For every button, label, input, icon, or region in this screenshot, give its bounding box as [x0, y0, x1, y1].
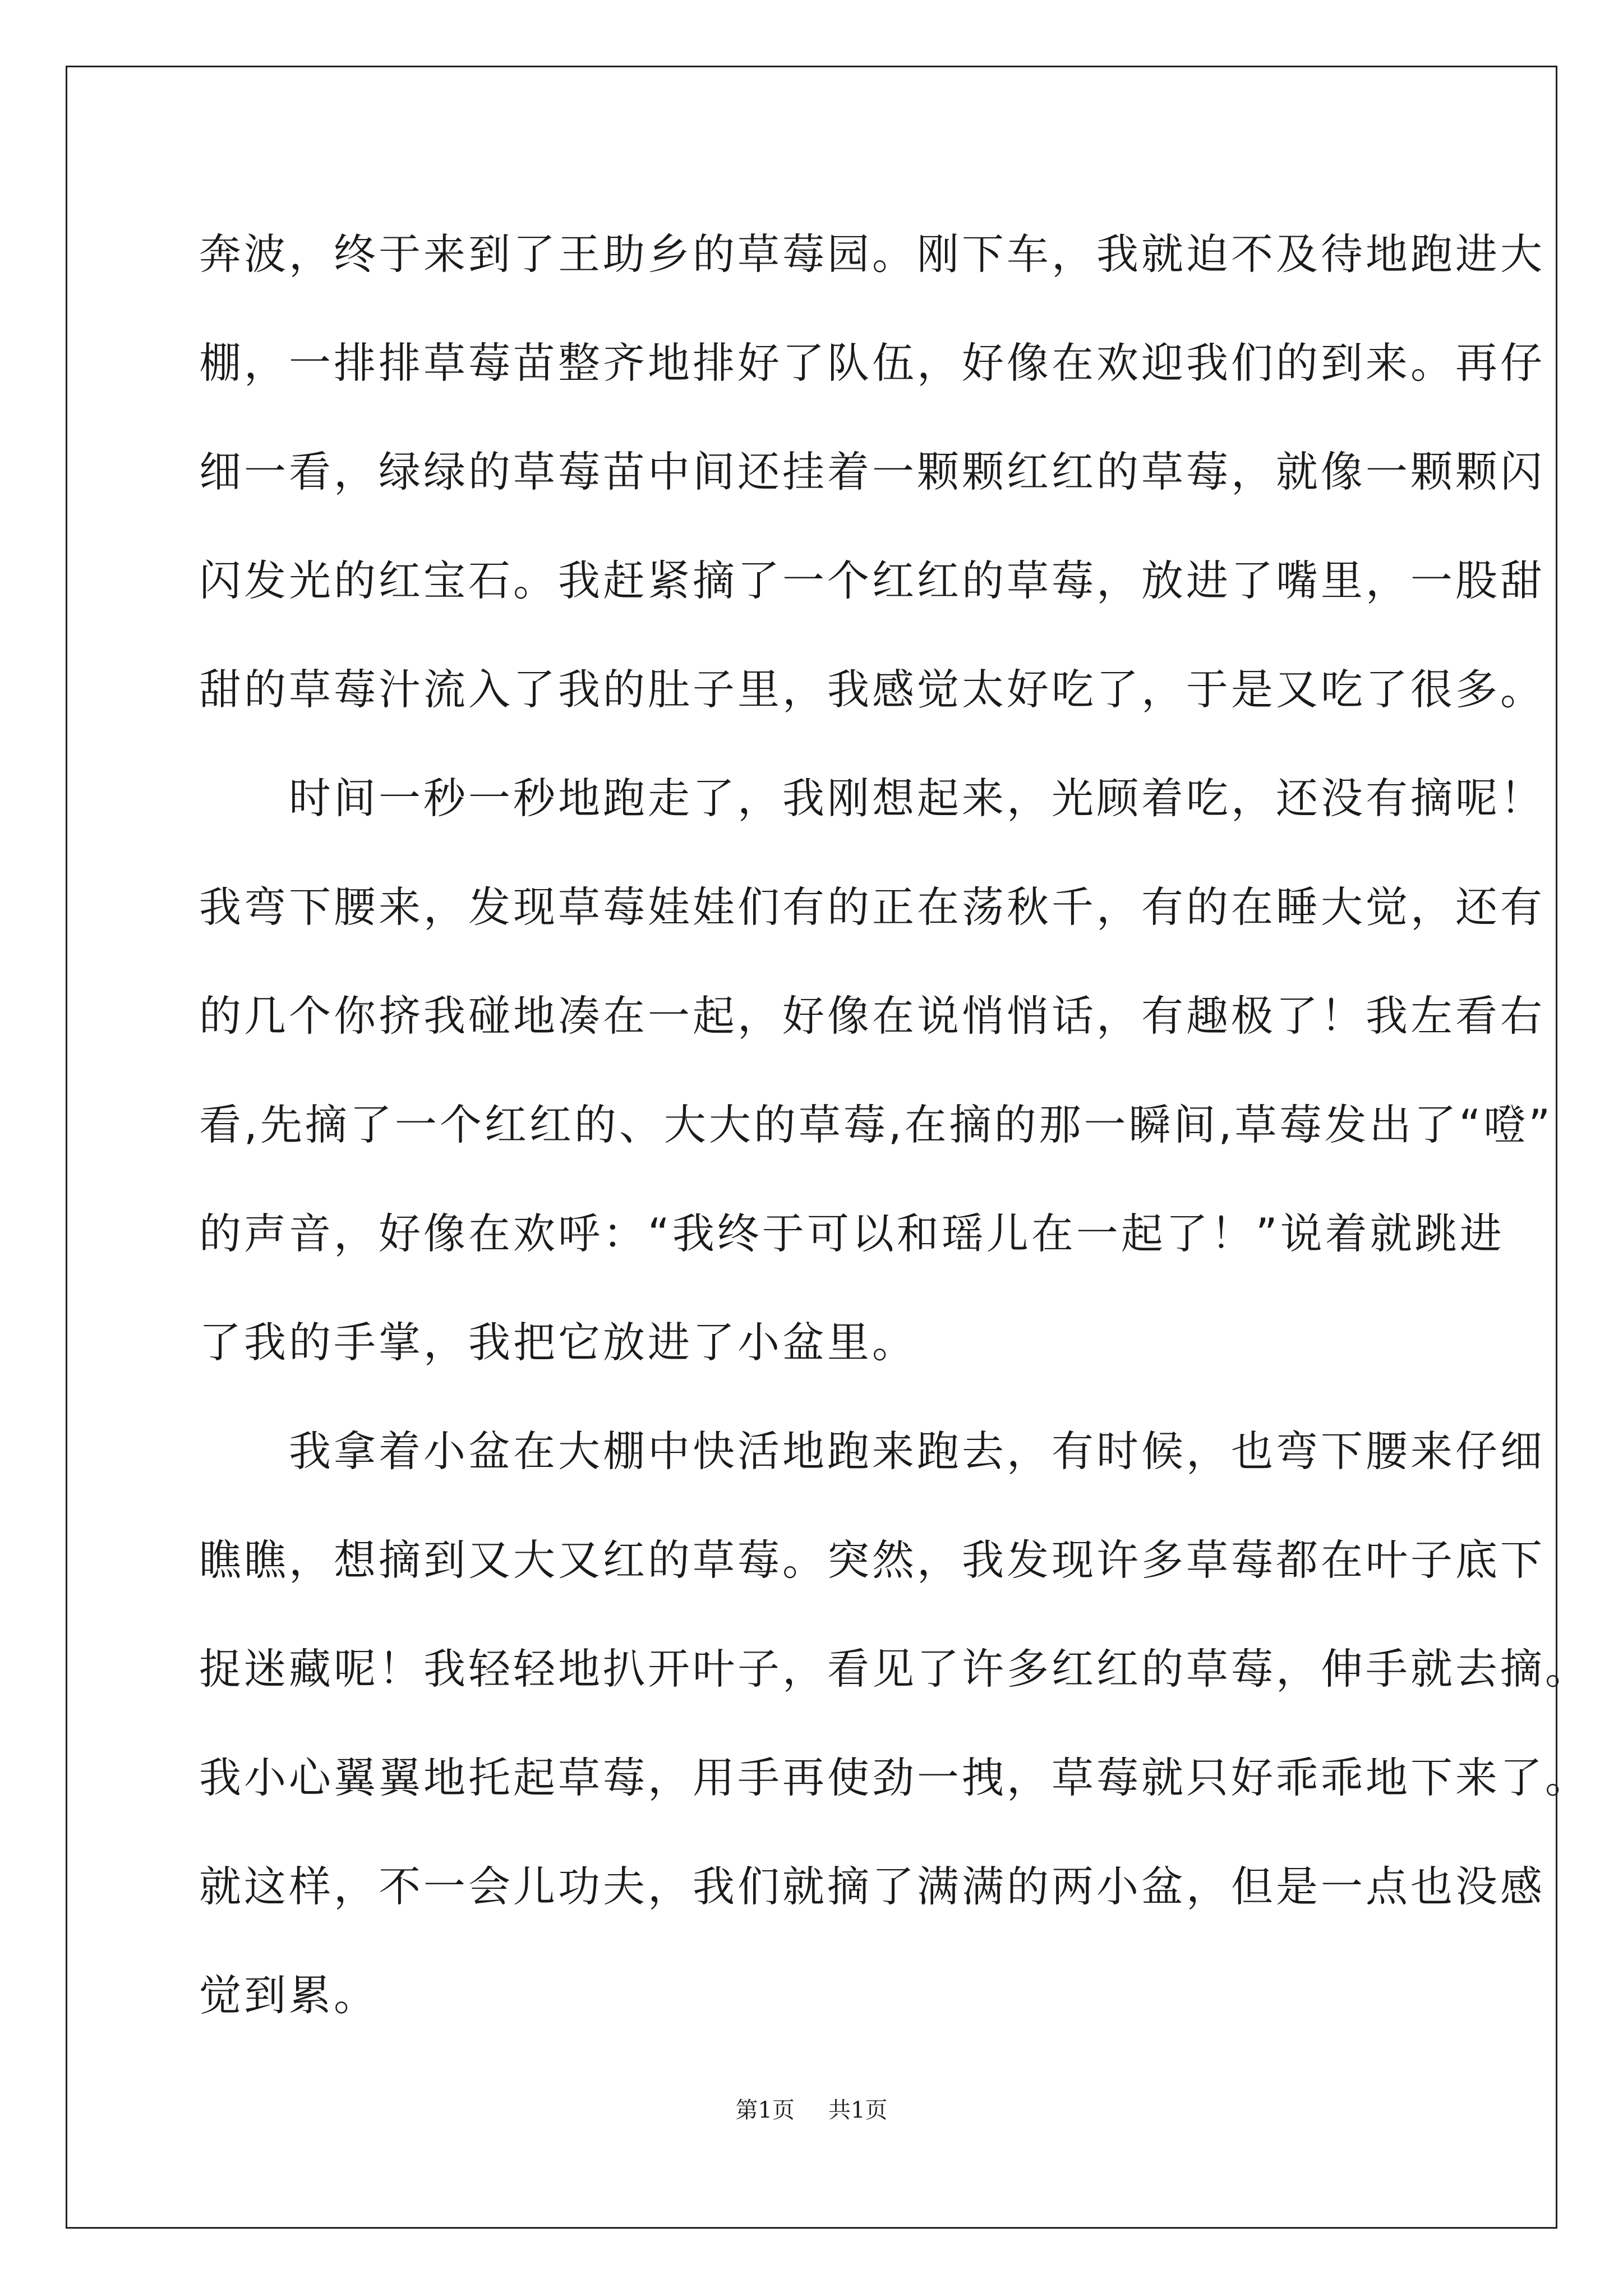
text-line: 棚，一排排草莓苗整齐地排好了队伍，好像在欢迎我们的到来。再仔: [199, 338, 1546, 388]
text-line: 觉到累。: [199, 1971, 379, 2020]
text-line: 甜的草莓汁流入了我的肚子里，我感觉太好吃了，于是又吃了很多。: [199, 665, 1546, 714]
text-line: 时间一秒一秒地跑走了，我刚想起来，光顾着吃，还没有摘呢！: [199, 774, 1546, 823]
text-line: 我小心翼翼地托起草莓，用手再使劲一拽，草莓就只好乖乖地下来了。: [199, 1753, 1590, 1802]
text-line: 瞧瞧，想摘到又大又红的草莓。突然，我发现许多草莓都在叶子底下: [199, 1535, 1546, 1585]
text-line: 我拿着小盆在大棚中快活地跑来跑去，有时候，也弯下腰来仔细: [199, 1427, 1546, 1476]
text-line: 闪发光的红宝石。我赶紧摘了一个红红的草莓，放进了嘴里，一股甜: [199, 556, 1546, 605]
text-line: 细一看，绿绿的草莓苗中间还挂着一颗颗红红的草莓，就像一颗颗闪: [199, 447, 1546, 496]
page-total: 共1页: [828, 2097, 888, 2123]
text-line: 捉迷藏呢！我轻轻地扒开叶子，看见了许多红红的草莓，伸手就去摘。: [199, 1644, 1590, 1694]
text-line: 奔波，终于来到了王助乡的草莓园。刚下车，我就迫不及待地跑进大: [199, 229, 1546, 279]
text-line: 的几个你挤我碰地凑在一起，好像在说悄悄话，有趣极了！我左看右: [199, 991, 1546, 1041]
text-line: 的声音，好像在欢呼：“我终于可以和瑶儿在一起了！”说着就跳进: [199, 1209, 1505, 1258]
page-footer: [0, 2093, 1623, 2127]
body-text: [199, 200, 1590, 2050]
text-line: 就这样，不一会儿功夫，我们就摘了满满的两小盆，但是一点也没感: [199, 1862, 1546, 1911]
text-line: 我弯下腰来，发现草莓娃娃们有的正在荡秋千，有的在睡大觉，还有: [199, 882, 1546, 932]
page-number: 第1页: [735, 2097, 795, 2123]
text-line: 了我的手掌，我把它放进了小盆里。: [199, 1318, 917, 1367]
text-line: 看,先摘了一个红红的、大大的草莓,在摘的那一瞬间,草莓发出了“噔”: [199, 1100, 1553, 1149]
